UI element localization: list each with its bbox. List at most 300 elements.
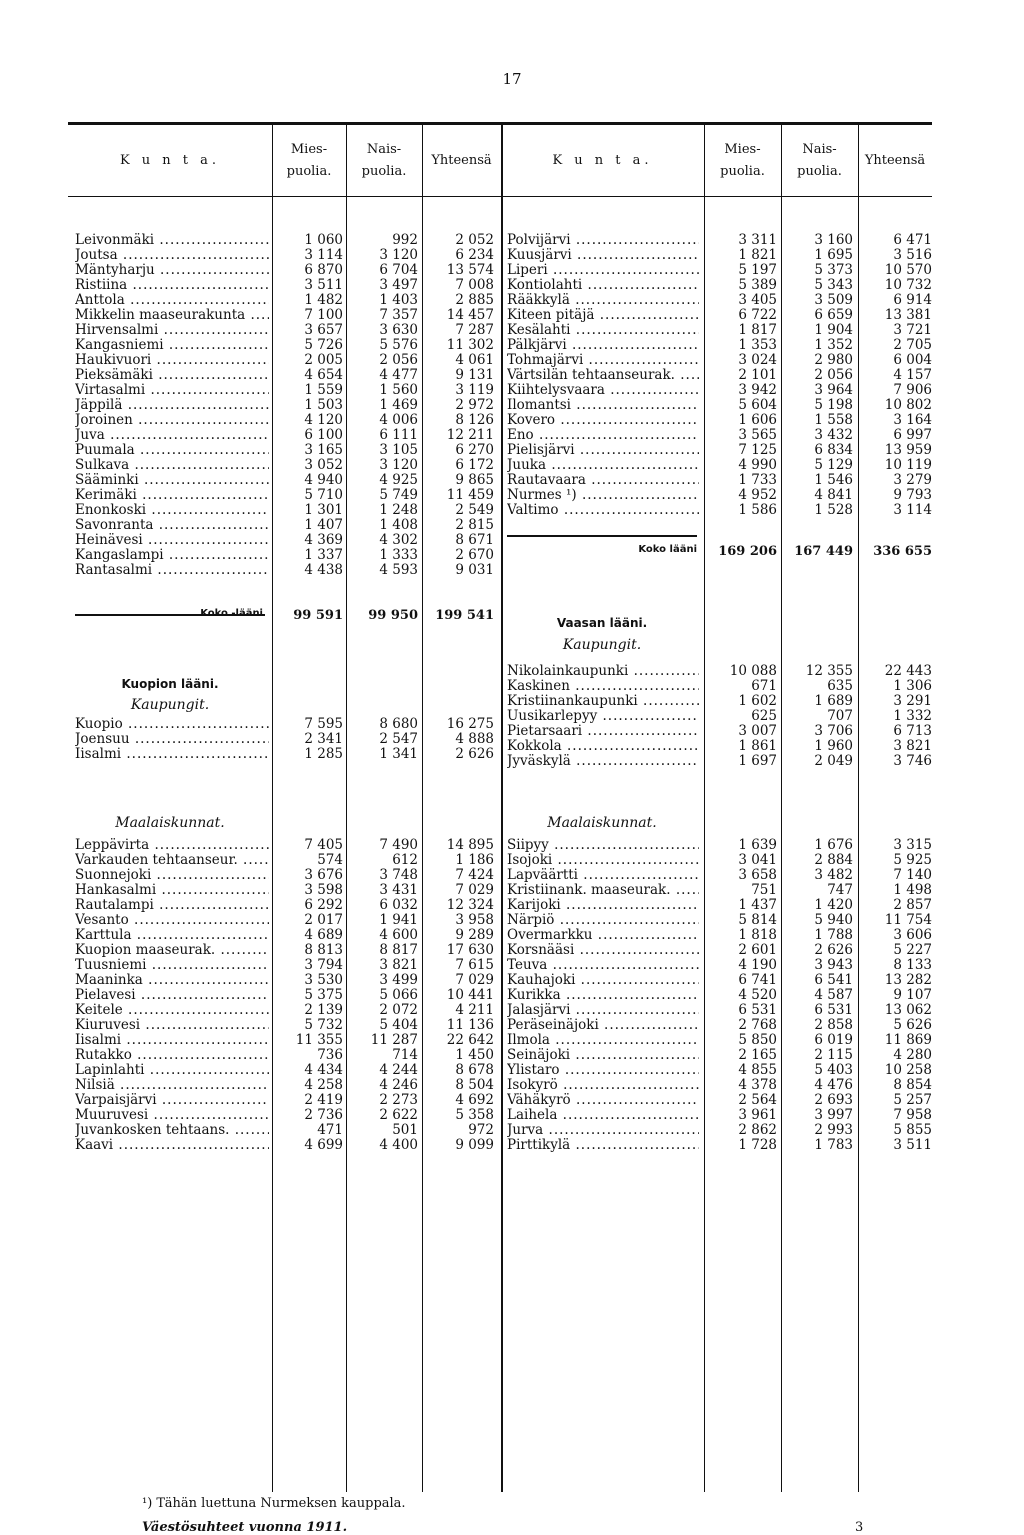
table-row [75, 1003, 494, 1018]
women-count: 3 120 [379, 247, 418, 263]
women-count: 1 783 [814, 1137, 853, 1153]
municipality-name: Uusikarlepyy ..... [507, 709, 699, 724]
total-count: 2 670 [455, 547, 494, 563]
table-row [75, 353, 494, 368]
men-count: 1 697 [738, 753, 777, 769]
total-count: 5 626 [893, 1017, 932, 1033]
right-list-kuopio-rural [507, 233, 932, 518]
table-row [507, 383, 932, 398]
women-count: 1 352 [814, 337, 853, 353]
women-count: 5 129 [814, 457, 853, 473]
men-count: 3 311 [738, 232, 777, 248]
women-count: 992 [392, 232, 418, 248]
men-count: 1 301 [304, 502, 343, 518]
municipality-name: Lapinlahti ..... [75, 1063, 269, 1078]
municipality-name: Närpiö ..... [507, 913, 699, 928]
men-count: 4 940 [304, 472, 343, 488]
men-count: 736 [317, 1047, 343, 1063]
women-count: 3 997 [814, 1107, 853, 1123]
table-row [507, 443, 932, 458]
men-count: 1 285 [304, 746, 343, 762]
table-row [75, 913, 494, 928]
header-miespuolia-right [704, 125, 781, 196]
table-row [507, 1063, 932, 1078]
section-subtitle-kaupungit: Kaupungit. [130, 697, 210, 713]
men-count: 3 942 [738, 382, 777, 398]
men-count: 5 375 [304, 987, 343, 1003]
men-count: 5 389 [738, 277, 777, 293]
total-count: 14 457 [446, 307, 494, 323]
total-all: 199 541 [435, 608, 494, 623]
total-count: 3 516 [893, 247, 932, 263]
table-row [75, 1123, 494, 1138]
women-count: 3 120 [379, 457, 418, 473]
total-women: 99 950 [368, 608, 418, 623]
table-row [75, 958, 494, 973]
women-count: 5 940 [814, 912, 853, 928]
municipality-name: Rääkkylä ..... [507, 293, 699, 308]
table-row [75, 1078, 494, 1093]
men-count: 2 005 [304, 352, 343, 368]
table-row [507, 754, 932, 769]
table-row [75, 1093, 494, 1108]
municipality-name: Joutsa ..... [75, 248, 269, 263]
women-count: 6 111 [379, 427, 418, 443]
women-count: 1 248 [379, 502, 418, 518]
municipality-name: Heinävesi ..... [75, 533, 269, 548]
municipality-name: Kurikka ..... [507, 988, 699, 1003]
total-count: 4 692 [455, 1092, 494, 1108]
women-count: 2 115 [814, 1047, 853, 1063]
total-count: 3 746 [893, 753, 932, 769]
women-count: 4 593 [379, 562, 418, 578]
municipality-name: Nurmes ¹) ..... [507, 488, 699, 503]
municipality-name: Kristiinank. maaseurak. ..... [507, 883, 699, 898]
total-count: 3 511 [893, 1137, 932, 1153]
total-count: 8 504 [455, 1077, 494, 1093]
women-count: 2 547 [379, 731, 418, 747]
header-text: puolia. [361, 163, 407, 179]
men-count: 2 736 [304, 1107, 343, 1123]
women-count: 4 587 [814, 987, 853, 1003]
men-count: 6 531 [738, 1002, 777, 1018]
municipality-name: Kokkola ..... [507, 739, 699, 754]
table-row [507, 293, 932, 308]
table-row [507, 988, 932, 1003]
men-count: 5 850 [738, 1032, 777, 1048]
total-count: 972 [468, 1122, 494, 1138]
men-count: 1 639 [738, 837, 777, 853]
left-list-kuopio-rural [75, 838, 494, 1153]
men-count: 1 337 [304, 547, 343, 563]
women-count: 501 [392, 1122, 418, 1138]
women-count: 3 964 [814, 382, 853, 398]
women-count: 5 576 [379, 337, 418, 353]
table-row [507, 958, 932, 973]
men-count: 6 722 [738, 307, 777, 323]
table-row [507, 248, 932, 263]
total-count: 10 258 [884, 1062, 932, 1078]
table-row [75, 868, 494, 883]
women-count: 1 689 [814, 693, 853, 709]
women-count: 1 904 [814, 322, 853, 338]
women-count: 707 [827, 708, 853, 724]
men-count: 1 602 [738, 693, 777, 709]
table-row [75, 898, 494, 913]
header-miespuolia-left [272, 125, 346, 196]
total-count: 13 574 [446, 262, 494, 278]
total-count: 2 549 [455, 502, 494, 518]
men-count: 4 520 [738, 987, 777, 1003]
total-count: 4 211 [455, 1002, 494, 1018]
municipality-name: Pielavesi ..... [75, 988, 269, 1003]
women-count: 1 408 [379, 517, 418, 533]
total-count: 13 959 [884, 442, 932, 458]
total-count: 10 732 [884, 277, 932, 293]
men-count: 2 101 [738, 367, 777, 383]
women-count: 4 400 [379, 1137, 418, 1153]
table-row [75, 278, 494, 293]
municipality-name: Pälkjärvi ..... [507, 338, 699, 353]
men-count: 2 862 [738, 1122, 777, 1138]
men-count: 4 699 [304, 1137, 343, 1153]
header-naispuolia-left [346, 125, 422, 196]
women-count: 3 499 [379, 972, 418, 988]
municipality-name: Juvankosken tehtaans. ..... [75, 1123, 269, 1138]
men-count: 2 768 [738, 1017, 777, 1033]
total-count: 22 642 [446, 1032, 494, 1048]
municipality-name: Kiihtelysvaara ..... [507, 383, 699, 398]
municipality-name: Iisalmi ..... [75, 747, 269, 762]
total-count: 13 282 [884, 972, 932, 988]
table-row [507, 1018, 932, 1033]
total-count: 8 671 [455, 532, 494, 548]
municipality-name: Pietarsaari ..... [507, 724, 699, 739]
table-row [507, 233, 932, 248]
municipality-name: Karttula ..... [75, 928, 269, 943]
women-count: 5 343 [814, 277, 853, 293]
table-row [507, 323, 932, 338]
men-count: 574 [317, 852, 343, 868]
header-text: Nais- [802, 141, 837, 157]
table-row [75, 732, 494, 747]
table-row [75, 263, 494, 278]
women-count: 5 373 [814, 262, 853, 278]
men-count: 751 [751, 882, 777, 898]
men-count: 6 741 [738, 972, 777, 988]
table-row [75, 943, 494, 958]
total-count: 8 678 [455, 1062, 494, 1078]
total-count: 6 234 [455, 247, 494, 263]
total-count: 7 287 [455, 322, 494, 338]
table-row [75, 973, 494, 988]
women-count: 5 066 [379, 987, 418, 1003]
women-count: 1 960 [814, 738, 853, 754]
total-count: 1 306 [893, 678, 932, 694]
total-count: 7 008 [455, 277, 494, 293]
women-count: 1 420 [814, 897, 853, 913]
men-count: 7 125 [738, 442, 777, 458]
table-row [75, 853, 494, 868]
men-count: 2 419 [304, 1092, 343, 1108]
total-count: 2 626 [455, 746, 494, 762]
women-count: 4 600 [379, 927, 418, 943]
municipality-name: Seinäjoki ..... [507, 1048, 699, 1063]
women-count: 1 403 [379, 292, 418, 308]
men-count: 6 292 [304, 897, 343, 913]
municipality-name: Enonkoski ..... [75, 503, 269, 518]
municipality-name: Polvijärvi ..... [507, 233, 699, 248]
municipality-name: Jurva ..... [507, 1123, 699, 1138]
total-count: 2 052 [455, 232, 494, 248]
men-count: 3 658 [738, 867, 777, 883]
total-label: Koko lääni [638, 544, 697, 555]
municipality-name: Tohmajärvi ..... [507, 353, 699, 368]
table-row [507, 263, 932, 278]
total-count: 3 291 [893, 693, 932, 709]
section-title-vaasa: Vaasan lääni. [556, 616, 648, 630]
total-count: 10 570 [884, 262, 932, 278]
municipality-name: Sulkava ..... [75, 458, 269, 473]
men-count: 5 197 [738, 262, 777, 278]
women-count: 5 749 [379, 487, 418, 503]
table-row [507, 1093, 932, 1108]
total-count: 13 381 [884, 307, 932, 323]
table-row [75, 838, 494, 853]
municipality-name: Hirvensalmi ..... [75, 323, 269, 338]
men-count: 7 595 [304, 716, 343, 732]
municipality-name: Pielisjärvi ..... [507, 443, 699, 458]
total-count: 4 157 [893, 367, 932, 383]
total-count: 10 441 [446, 987, 494, 1003]
men-count: 3 565 [738, 427, 777, 443]
women-count: 714 [392, 1047, 418, 1063]
table-row [75, 533, 494, 548]
municipality-name: Keitele ..... [75, 1003, 269, 1018]
women-count: 1 695 [814, 247, 853, 263]
total-count: 11 136 [446, 1017, 494, 1033]
municipality-name: Kuopion maaseurak. ..... [75, 943, 269, 958]
total-women: 167 449 [794, 544, 853, 559]
men-count: 4 258 [304, 1077, 343, 1093]
total-count: 10 802 [884, 397, 932, 413]
women-count: 4 477 [379, 367, 418, 383]
table-row [507, 868, 932, 883]
table-row [75, 458, 494, 473]
women-count: 3 431 [379, 882, 418, 898]
municipality-name: Rantasalmi ..... [75, 563, 269, 578]
header-text: Nais- [366, 141, 402, 157]
women-count: 2 858 [814, 1017, 853, 1033]
total-count: 22 443 [884, 663, 932, 679]
municipality-name: Jalasjärvi ..... [507, 1003, 699, 1018]
total-count: 3 721 [893, 322, 932, 338]
total-count: 5 925 [893, 852, 932, 868]
total-count: 9 031 [455, 562, 494, 578]
total-count: 5 358 [455, 1107, 494, 1123]
table-row [507, 679, 932, 694]
women-count: 747 [827, 882, 853, 898]
municipality-name: Juuka ..... [507, 458, 699, 473]
men-count: 4 369 [304, 532, 343, 548]
men-count: 1 606 [738, 412, 777, 428]
total-count: 13 062 [884, 1002, 932, 1018]
men-count: 6 870 [304, 262, 343, 278]
total-count: 17 630 [446, 942, 494, 958]
municipality-name: Pieksämäki ..... [75, 368, 269, 383]
women-count: 1 528 [814, 502, 853, 518]
men-count: 1 407 [304, 517, 343, 533]
municipality-name: Jäppilä ..... [75, 398, 269, 413]
table-row [507, 943, 932, 958]
municipality-name: Laihela ..... [507, 1108, 699, 1123]
municipality-name: Vähäkyrö ..... [507, 1093, 699, 1108]
men-count: 4 190 [738, 957, 777, 973]
total-count: 1 186 [455, 852, 494, 868]
table-row [75, 883, 494, 898]
table-row [507, 724, 932, 739]
table-row [507, 739, 932, 754]
municipality-name: Haukivuori ..... [75, 353, 269, 368]
total-count: 7 029 [455, 972, 494, 988]
total-count: 7 424 [455, 867, 494, 883]
women-count: 6 019 [814, 1032, 853, 1048]
total-count: 10 119 [884, 457, 932, 473]
table-row [75, 1018, 494, 1033]
women-count: 2 622 [379, 1107, 418, 1123]
men-count: 2 017 [304, 912, 343, 928]
women-count: 2 693 [814, 1092, 853, 1108]
table-row [75, 1048, 494, 1063]
total-count: 9 099 [455, 1137, 494, 1153]
men-count: 4 855 [738, 1062, 777, 1078]
total-count: 7 906 [893, 382, 932, 398]
table-row [507, 853, 932, 868]
women-count: 635 [827, 678, 853, 694]
men-count: 6 100 [304, 427, 343, 443]
women-count: 6 541 [814, 972, 853, 988]
table-row [507, 898, 932, 913]
women-count: 3 497 [379, 277, 418, 293]
men-count: 3 114 [304, 247, 343, 263]
table-row [507, 664, 932, 679]
total-count: 7 615 [455, 957, 494, 973]
table-row [507, 488, 932, 503]
section-subtitle-kaupungit: Kaupungit. [562, 637, 642, 653]
total-count: 11 754 [884, 912, 932, 928]
table-row [75, 548, 494, 563]
table-row [75, 1063, 494, 1078]
men-count: 3 794 [304, 957, 343, 973]
men-count: 10 088 [729, 663, 777, 679]
total-count: 6 471 [893, 232, 932, 248]
men-count: 2 601 [738, 942, 777, 958]
total-count: 1 450 [455, 1047, 494, 1063]
table-row [75, 717, 494, 732]
municipality-name: Rautalampi ..... [75, 898, 269, 913]
total-count: 3 821 [893, 738, 932, 754]
total-count: 3 114 [893, 502, 932, 518]
municipality-name: Kangaslampi ..... [75, 548, 269, 563]
total-count: 1 498 [893, 882, 932, 898]
men-count: 1 861 [738, 738, 777, 754]
total-count: 2 885 [455, 292, 494, 308]
men-count: 625 [751, 708, 777, 724]
municipality-name: Juva ..... [75, 428, 269, 443]
table-row [507, 473, 932, 488]
sheet-mark: 3 [855, 1520, 864, 1535]
municipality-name: Nilsiä ..... [75, 1078, 269, 1093]
table-row [75, 248, 494, 263]
total-label: Koko -lääni [200, 608, 263, 619]
right-list-vaasa-rural [507, 838, 932, 1153]
municipality-name: Lapväärtti ..... [507, 868, 699, 883]
total-count: 14 895 [446, 837, 494, 853]
women-count: 4 925 [379, 472, 418, 488]
total-count: 1 332 [893, 708, 932, 724]
total-count: 7 140 [893, 867, 932, 883]
women-count: 3 482 [814, 867, 853, 883]
table-row [507, 428, 932, 443]
header-yhteensa-right: Yhteensä [864, 152, 926, 168]
municipality-name: Kauhajoki ..... [507, 973, 699, 988]
municipality-name: Jyväskylä ..... [507, 754, 699, 769]
women-count: 6 704 [379, 262, 418, 278]
total-count: 12 324 [446, 897, 494, 913]
table-row [75, 518, 494, 533]
total-count: 9 793 [893, 487, 932, 503]
section-subtitle-maalaiskunnat: Maalaiskunnat. [115, 815, 225, 831]
men-count: 3 007 [738, 723, 777, 739]
men-count: 1 586 [738, 502, 777, 518]
men-count: 1 817 [738, 322, 777, 338]
total-men: 99 591 [293, 608, 343, 623]
table-row [507, 398, 932, 413]
municipality-name: Teuva ..... [507, 958, 699, 973]
women-count: 3 630 [379, 322, 418, 338]
municipality-name: Varpaisjärvi ..... [75, 1093, 269, 1108]
women-count: 2 049 [814, 753, 853, 769]
municipality-name: Tuusniemi ..... [75, 958, 269, 973]
men-count: 2 341 [304, 731, 343, 747]
women-count: 4 302 [379, 532, 418, 548]
men-count: 3 165 [304, 442, 343, 458]
table-row [507, 338, 932, 353]
men-count: 3 041 [738, 852, 777, 868]
men-count: 4 654 [304, 367, 343, 383]
right-list-vaasa-towns [507, 664, 932, 769]
table-row [75, 1108, 494, 1123]
men-count: 5 732 [304, 1017, 343, 1033]
total-count: 8 133 [893, 957, 932, 973]
women-count: 12 355 [805, 663, 853, 679]
women-count: 1 560 [379, 382, 418, 398]
table-row [75, 368, 494, 383]
table-row [507, 503, 932, 518]
table-row [75, 383, 494, 398]
total-count: 6 172 [455, 457, 494, 473]
total-count: 7 029 [455, 882, 494, 898]
municipality-name: Muuruvesi ..... [75, 1108, 269, 1123]
municipality-name: Ilmola ..... [507, 1033, 699, 1048]
men-count: 1 733 [738, 472, 777, 488]
municipality-name: Joroinen ..... [75, 413, 269, 428]
table-row [507, 694, 932, 709]
women-count: 2 980 [814, 352, 853, 368]
municipality-name: Kovero ..... [507, 413, 699, 428]
header-text: puolia. [720, 163, 765, 179]
header-kunta-right: K u n t a. [552, 152, 653, 168]
